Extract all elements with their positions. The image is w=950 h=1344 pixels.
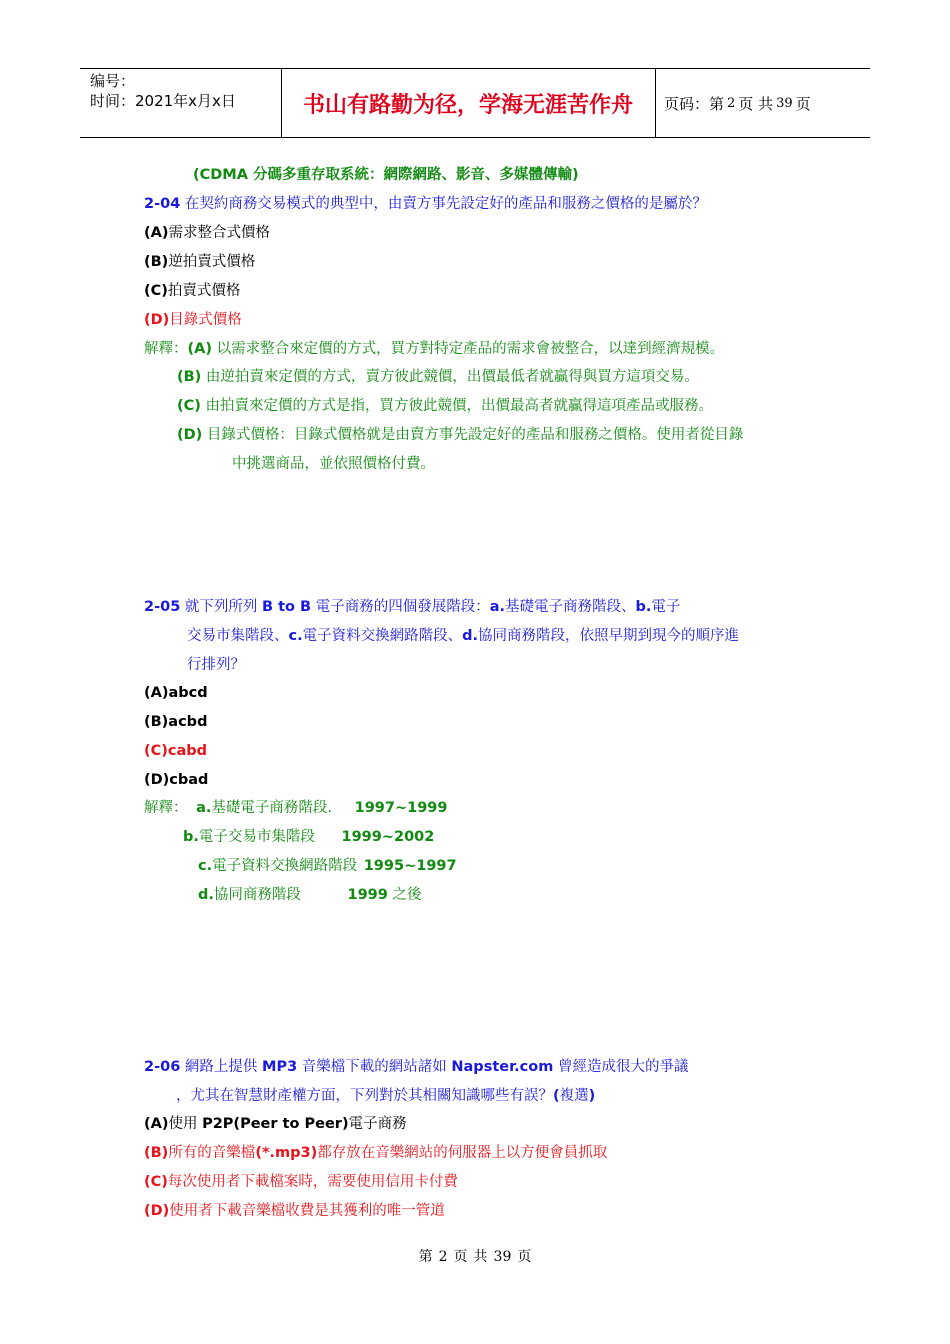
header-divider [655,69,656,137]
question-text: ( [553,1088,560,1104]
page-total: 39 [776,95,793,111]
question-text: 網路上提供 [180,1059,263,1075]
explanation-years: 1999~2002 [341,829,435,845]
explanation-b [183,827,434,847]
option-d-answer [144,310,242,330]
question-text: 交易市集階段、 [187,628,289,644]
option-text: 所有的音樂檔 [168,1145,256,1161]
option-key: (C) [144,1174,168,1190]
question-text: b. [635,599,652,615]
explanation-d [198,885,421,905]
question-text: d. [462,628,478,644]
footer-text: 第 [418,1249,433,1265]
question-text: 電子資料交換網路階段、 [302,628,463,644]
explanation-a [144,798,448,818]
option-a: (A)abcd [144,685,208,701]
question-text: 基礎電子商務階段、 [505,599,636,615]
option-b-answer [144,1143,607,1163]
option-text: 使用 [168,1116,203,1132]
option-a [144,223,270,243]
option-d: (D)cbad [144,772,209,788]
question-text: 電子商務的四個發展階段： [311,599,490,615]
footer-page-total: 39 [493,1249,512,1265]
question-text: 曾經造成很大的爭議 [553,1059,689,1075]
question-2-06-line2 [176,1086,595,1106]
question-text: c. [288,628,303,644]
option-text: 逆拍賣式價格 [168,254,256,270]
question-text: 協同商務階段，依照早期到現今的順序進 [478,628,739,644]
page-footer [0,1246,950,1266]
question-2-04 [144,194,707,214]
option-key: (A) [144,1116,169,1132]
question-2-05-line2 [187,626,739,646]
explanation-years: 1997~1999 [354,800,448,816]
explanation-key: (C) [177,398,201,414]
option-d-answer [144,1201,445,1221]
question-text: ) [588,1088,596,1104]
option-key: (A) [144,225,169,241]
explanation-key: (A) [187,341,212,357]
explanation-c [177,396,713,416]
option-c-answer [144,1172,458,1192]
footer-text: 页 [517,1249,532,1265]
question-2-06 [144,1057,688,1077]
question-text: ，尤其在智慧財產權方面，下列對於其相關知識哪些有誤？ [176,1088,553,1104]
question-text: 在契約商務交易模式的典型中，由賣方事先設定好的產品和服務之價格的是屬於？ [180,196,707,212]
explanation-key: (B) [177,369,202,385]
explanation-text: 由逆拍賣來定價的方式，賣方彼此競價，出價最低者就贏得與買方這項交易。 [201,369,699,385]
header-page-info [664,69,811,137]
explanation-b [177,367,699,387]
explanation-key: c. [198,858,213,874]
date-label: 时间：2021年x月x日 [90,92,236,110]
option-text: 使用者下載音樂檔收費是其獲利的唯一管道 [169,1203,445,1219]
explanation-key: (D) [177,427,203,443]
option-key: (D) [144,1203,170,1219]
option-key: (B) [144,1145,169,1161]
page-number: 2 [727,95,736,111]
question-2-05-line3: 行排列？ [187,657,245,673]
option-key: (C) [144,283,168,299]
footer-page-number: 2 [438,1249,448,1265]
explanation-key: d. [198,887,214,903]
header-meta [90,71,236,111]
explanation-d [177,425,743,445]
question-number: 2-06 [144,1059,181,1075]
explanation-d-continued: 中挑選商品，並依照價格付費。 [232,456,435,472]
page-suffix: 页 [795,94,811,113]
serial-label: 编号： [90,72,136,90]
option-text: 需求整合式價格 [168,225,270,241]
option-b: (B)acbd [144,714,208,730]
explanation-text: 之後 [387,887,422,903]
question-text: B to B [262,599,312,615]
option-c [144,281,240,301]
option-text: P2P(Peer to Peer) [202,1116,349,1132]
question-text: 複選 [559,1088,589,1104]
question-text: 音樂檔下載的網站諸如 [297,1059,452,1075]
explanation-years: 1999 [347,887,388,903]
option-c-answer: (C)cabd [144,743,208,759]
question-number: 2-04 [144,196,181,212]
explanation-a [144,339,724,359]
explanation-text: 電子資料交換網路階段 [212,858,358,874]
question-text: Napster.com [451,1059,554,1075]
explanation-years: 1995~1997 [363,858,457,874]
option-text: 拍賣式價格 [167,283,241,299]
option-key: (B) [144,254,169,270]
explanation-text: 基礎電子商務階段. [211,800,333,816]
header-motto: 书山有路勤为径，学海无涯苦作舟 [302,91,633,118]
question-text: 就下列所列 [180,599,263,615]
explanation-key: b. [183,829,199,845]
option-b [144,252,255,272]
explanation-text: 電子交易市集階段 [198,829,315,845]
option-text: 每次使用者下載檔案時，需要使用信用卡付費 [167,1174,458,1190]
option-text: 都存放在音樂網站的伺服器上以方便會員抓取 [317,1145,608,1161]
option-text: (*.mp3) [255,1145,318,1161]
page-header [80,68,870,138]
explanation-text: 協同商務階段 [213,887,301,903]
page-prefix: 页码：第 [664,94,725,113]
explanation-key: a. [196,800,212,816]
question-text: MP3 [262,1059,298,1075]
question-number: 2-05 [144,599,181,615]
explanation-label: 解釋： [144,341,188,357]
question-2-05 [144,597,680,617]
footer-text: 页 [453,1249,468,1265]
question-text: a. [489,599,506,615]
explanation-text: 目錄式價格：目錄式價格就是由賣方事先設定好的產品和服務之價格。使用者從目錄 [202,427,744,443]
explanation-label: 解釋： [144,800,188,816]
explanation-c [198,856,457,876]
footer-text: 共 [473,1249,488,1265]
carry-over-line: (CDMA 分碼多重存取系統：網際網路、影音、多媒體傳輸) [193,167,579,183]
option-text: 目錄式價格 [169,312,242,328]
option-a [144,1114,407,1134]
explanation-text: 由拍賣來定價的方式是指，買方彼此競價，出價最高者就贏得這項產品或服務。 [200,398,714,414]
page-mid: 页 共 [738,94,774,113]
question-text: 電子 [651,599,681,615]
option-text: 電子商務 [348,1116,407,1132]
option-key: (D) [144,312,170,328]
explanation-text: 以需求整合來定價的方式，買方對特定產品的需求會被整合，以達到經濟規模。 [211,341,725,357]
